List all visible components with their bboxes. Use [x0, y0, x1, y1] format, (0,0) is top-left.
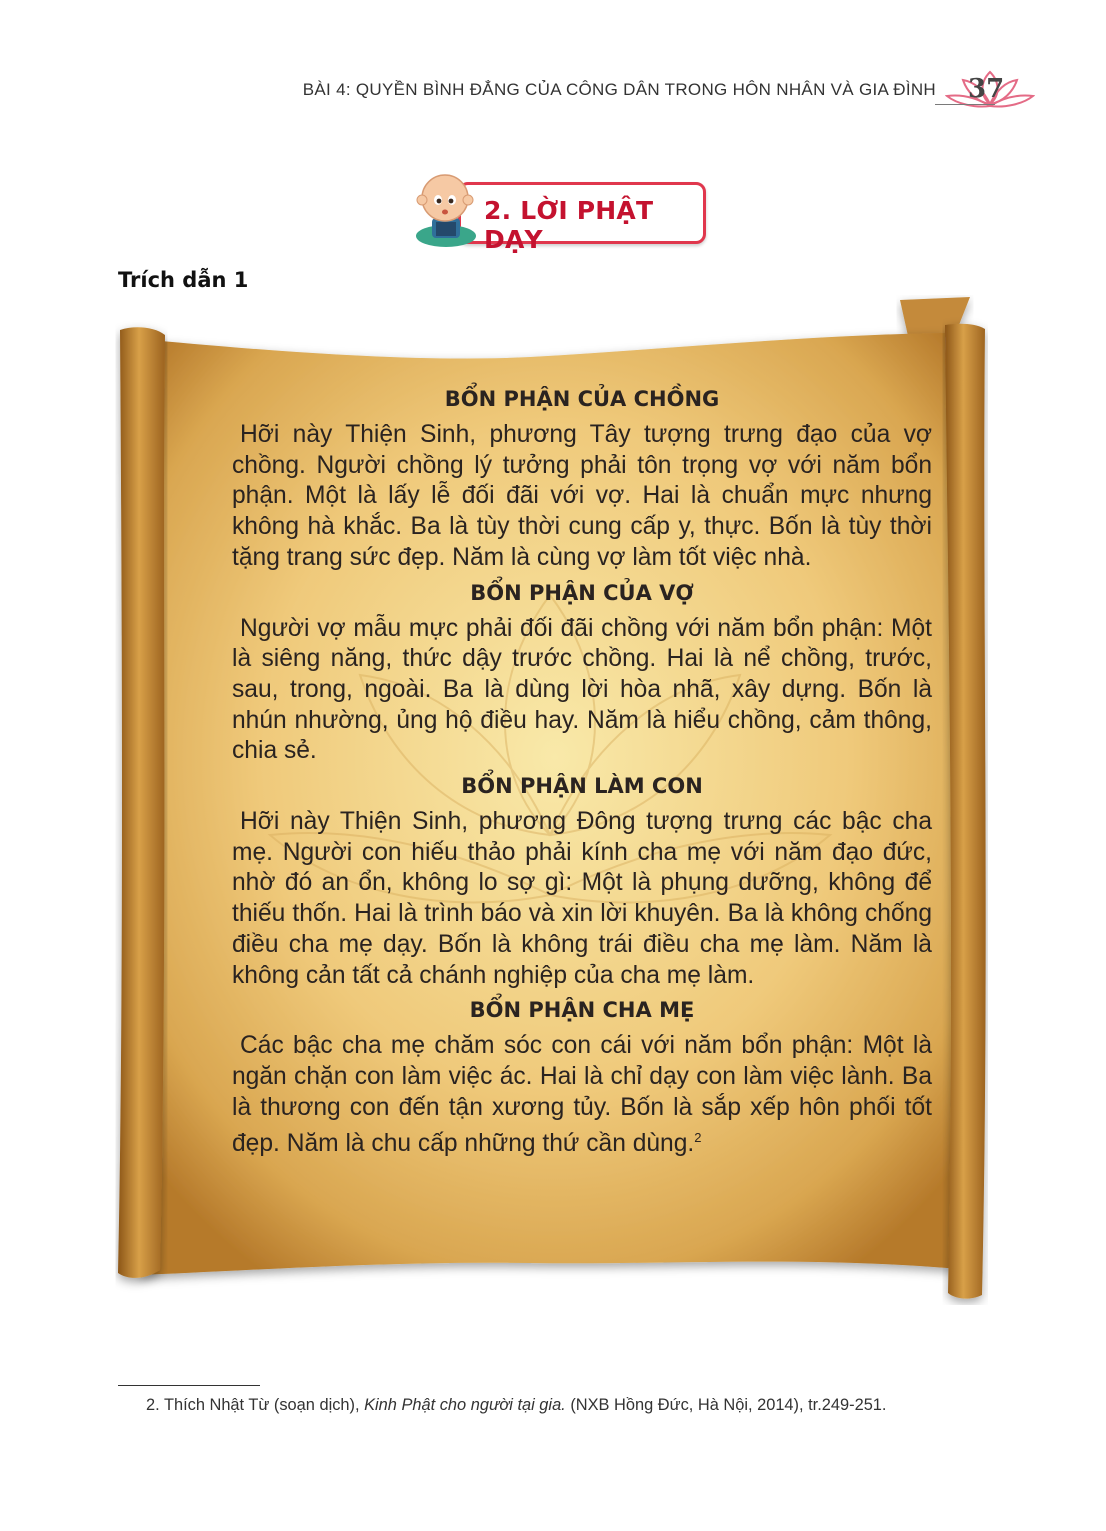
section-paragraph: Hỡi này Thiện Sinh, phương Đông tượng trưng các bậc cha mẹ. Người con hiếu thảo phải kính cha mẹ với năm đạo đức, nhờ đó an ổn, không lo sợ gì: Một là phụng dưỡng, không để thiếu thốn. Hai là trình báo và xin lời khuyên. Ba là không chống điều cha mẹ dạy. Bốn là không trái điều cha mẹ làm. Năm là không cản tất cả chánh nghiệp của cha mẹ làm. [232, 808, 932, 989]
section-paragraph-text: Các bậc cha mẹ chăm sóc con cái với năm bổn phận: Một là ngăn chặn con làm việc ác. Hai là chỉ dạy con làm việc lành. Ba là thương con đến tận xương tủy. Bốn là sắp xếp hôn phối tốt đẹp. Năm là chu cấp những thứ cần dùng. [232, 1032, 932, 1158]
section-heading: BỔN PHẬN LÀM CON [461, 774, 703, 799]
monk-icon [410, 170, 480, 248]
footnote-book-title: Kinh Phật cho người tại gia. [364, 1396, 566, 1414]
page-number: 37 [968, 74, 1005, 104]
chapter-title: BÀI 4: QUYỀN BÌNH ĐẲNG CỦA CÔNG DÂN TRONG HÔN NHÂN VÀ GIA ĐÌNH [302, 80, 936, 99]
section-child [232, 771, 932, 991]
section-paragraph: Người vợ mẫu mực phải đối đãi chồng với năm bổn phận: Một là siêng năng, thức dậy trước chồng. Hai là nể chồng, trước, sau, trong, ngoài. Ba là dùng lời hòa nhã, xây dựng. Bốn là nhún nhường, ủng hộ điều hay. Năm là hiểu chồng, cảm thông, chia sẻ. [232, 614, 932, 765]
section-parents [232, 995, 932, 1160]
section-husband [232, 384, 932, 574]
section-wife [232, 578, 932, 768]
section-heading: BỔN PHẬN CỦA CHỒNG [444, 387, 720, 411]
section-badge [410, 170, 700, 254]
section-heading: BỔN PHẬN CHA MẸ [469, 998, 695, 1023]
footnote-details: (NXB Hồng Đức, Hà Nội, 2014), tr.249-251. [570, 1396, 887, 1414]
footnote-reference[interactable]: 2 [694, 1130, 702, 1146]
footnote-author: Thích Nhật Từ (soạn dịch), [163, 1396, 360, 1414]
page-header [0, 70, 1106, 120]
footnote [118, 1393, 998, 1417]
section-paragraph: Hỡi này Thiện Sinh, phương Tây tượng trưng đạo của vợ chồng. Người chồng lý tưởng phải tôn trọng vợ với năm bổn phận. Một là lấy lễ đối đãi với vợ. Hai là chuẩn mực nhưng không hà khắc. Ba là tùy thời cung cấp y, thực. Bốn là tùy thời tặng trang sức đẹp. Năm là cùng vợ làm tốt việc nhà. [232, 421, 932, 571]
section-title: 2. LỜI PHẬT DẠY [484, 196, 654, 254]
quote-label: Trích dẫn 1 [118, 268, 249, 292]
footnote-number: 2. [146, 1396, 160, 1414]
section-paragraph [232, 1031, 932, 1160]
section-heading: BỔN PHẬN CỦA VỢ [470, 580, 694, 605]
scroll-content [232, 380, 932, 1160]
footnote-rule [118, 1385, 260, 1386]
header-rule [935, 104, 995, 105]
